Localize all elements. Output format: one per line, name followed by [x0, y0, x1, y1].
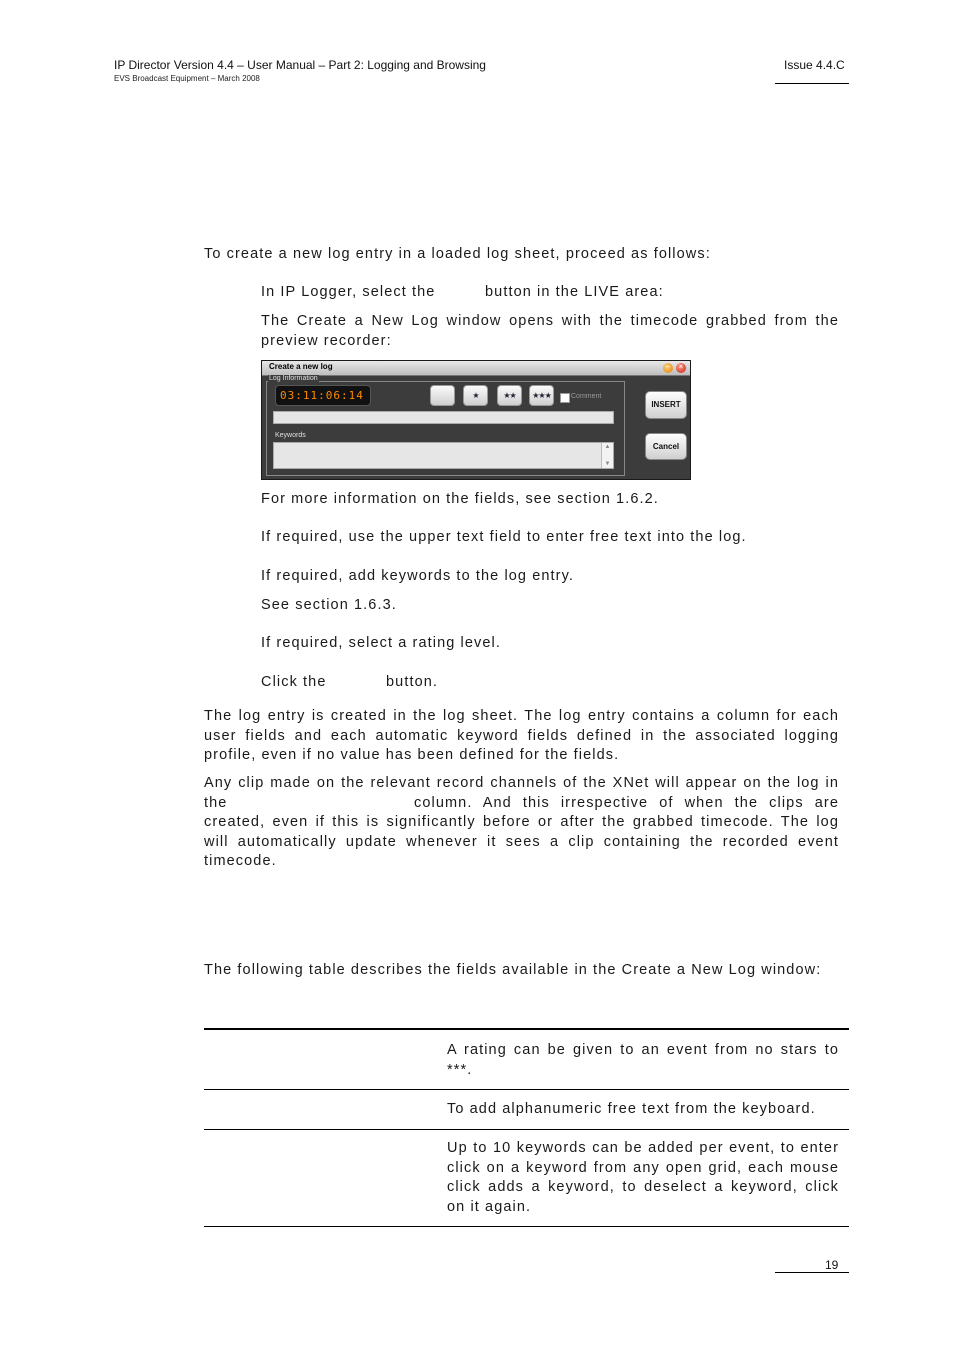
table-row-divider	[204, 1089, 849, 1090]
timecode-value: 03:11:06:14	[280, 389, 364, 402]
timecode-display	[275, 385, 371, 406]
header-subtitle: EVS Broadcast Equipment – March 2008	[114, 74, 260, 83]
keywords-field[interactable]	[273, 442, 614, 469]
rating-1-star-button[interactable]: ★	[463, 385, 488, 406]
step-2-text: If required, use the upper text field to enter free text into the log.	[261, 529, 747, 545]
scroll-up-icon[interactable]: ▲	[604, 444, 611, 450]
table-row-divider	[204, 1129, 849, 1130]
keywords-label: Keywords	[275, 432, 306, 439]
step-1-text-b: button in the LIVE area:	[485, 284, 664, 300]
table-row-text-description: To add alphanumeric free text from the keyboard.	[447, 1101, 816, 1117]
page-number: 19	[825, 1258, 839, 1272]
rating-none-button[interactable]	[430, 385, 455, 406]
insert-button[interactable]: INSERT	[645, 391, 687, 419]
table-bottom-rule	[204, 1226, 849, 1227]
result-paragraph-2-line-1: Any clip made on the relevant record channels of the XNet will appear on the log in the	[204, 775, 839, 811]
keywords-scrollbar[interactable]	[601, 443, 613, 468]
minimize-button[interactable]	[663, 363, 673, 373]
table-row-keywords-description: Up to 10 keywords can be added per event, to enter click on a keyword from any open grid, each mouse click adds a keyword, to deselect a keyword, click on it again.	[447, 1140, 839, 1215]
step-5-text-b: button.	[386, 674, 439, 690]
header-title: IP Director Version 4.4 – User Manual – Part 2: Logging and Browsing	[114, 58, 486, 72]
window-title-bar	[262, 361, 690, 376]
result-paragraph-1: The log entry is created in the log sheet. The log entry contains a column for each user fields and each automatic keyword fields defined in the associated logging profile, even if no value has been defined for the fields.	[204, 708, 839, 763]
cancel-button[interactable]: Cancel	[645, 433, 687, 460]
comment-label: Comment	[571, 393, 602, 400]
close-button[interactable]	[676, 363, 686, 373]
more-info-text: For more information on the fields, see section 1.6.2.	[261, 491, 659, 507]
table-intro-text: The following table describes the fields available in the Create a New Log window:	[204, 962, 822, 978]
step-3-reference: See section 1.6.3.	[261, 597, 397, 613]
step-4-text: If required, select a rating level.	[261, 635, 501, 651]
intro-paragraph: To create a new log entry in a loaded log sheet, proceed as follows:	[204, 246, 711, 262]
rating-2-star-button[interactable]: ★★	[497, 385, 522, 406]
footer-rule	[775, 1272, 849, 1273]
table-top-rule	[204, 1028, 849, 1030]
step-1-result: The Create a New Log window opens with the timecode grabbed from the preview recorder:	[261, 313, 839, 349]
group-label: Log Information	[269, 375, 318, 382]
table-row-rating-description: A rating can be given to an event from no stars to ***.	[447, 1042, 839, 1078]
scroll-down-icon[interactable]: ▼	[604, 461, 611, 467]
step-3-text: If required, add keywords to the log entry.	[261, 568, 575, 584]
step-5-text-a: Click the	[261, 674, 327, 690]
free-text-field[interactable]	[273, 411, 614, 424]
header-rule	[775, 83, 849, 84]
window-title: Create a new log	[269, 362, 333, 371]
close-icon: ×	[678, 362, 684, 371]
header-issue: Issue 4.4.C	[784, 58, 845, 72]
create-new-log-window	[261, 360, 691, 480]
rating-3-star-button[interactable]: ★★★	[529, 385, 554, 406]
minimize-icon: –	[665, 362, 671, 371]
result-paragraph-2-rest: column. And this irrespective of when the clips are created, even if this is significantly before or after the grabbed timecode. The log will automatically update whenever it sees a clip containing the recorded event timecode.	[204, 794, 839, 869]
step-1-text-a: In IP Logger, select the	[261, 284, 436, 300]
comment-checkbox[interactable]	[560, 393, 570, 403]
